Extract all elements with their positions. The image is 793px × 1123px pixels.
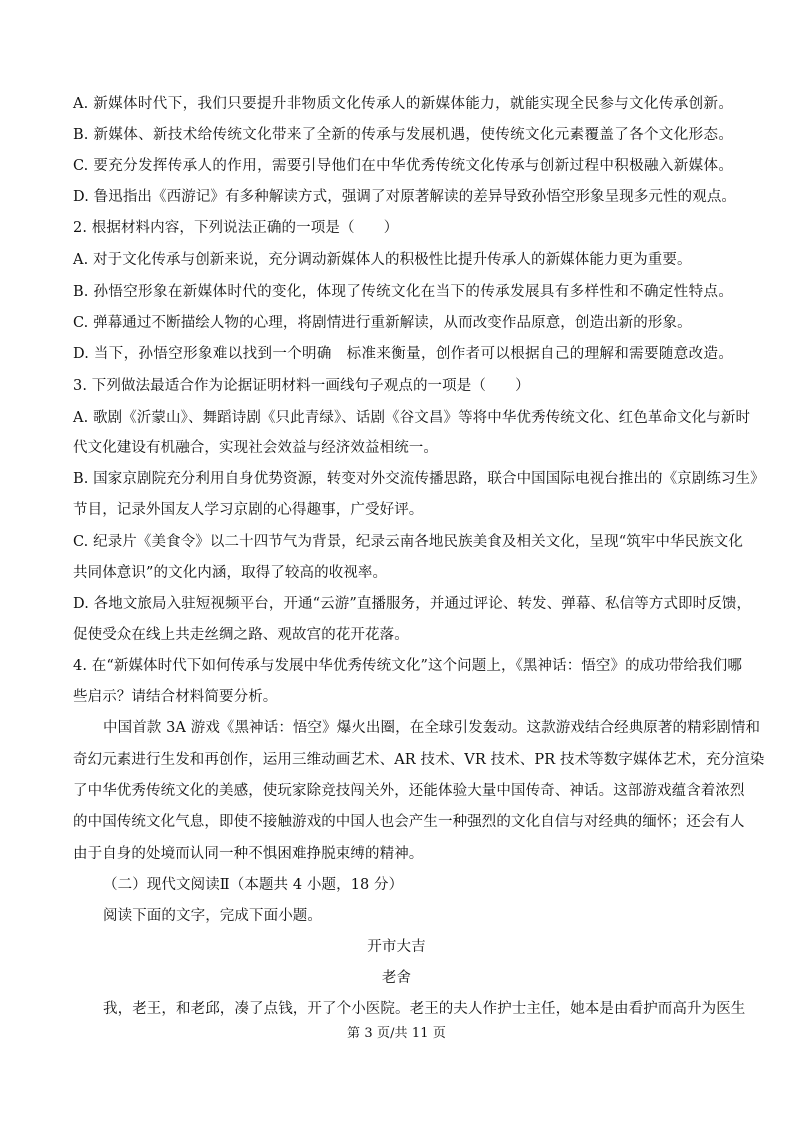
- option-line: A. 对于文化传承与创新来说，充分调动新媒体人的积极性比提升传承人的新媒体能力更为重要。: [73, 252, 692, 268]
- option-continuation: 共同体意识”的文化内涵，取得了较高的收视率。: [73, 565, 388, 581]
- option-line: C. 纪录片《美食令》以二十四节气为背景，纪录云南各地民族美食及相关文化，呈现“筑牢中华民族文化: [73, 534, 744, 550]
- story-title: 开市大吉: [367, 939, 426, 955]
- option-continuation: 代文化建设有机融合，实现社会效益与经济效益相统一。: [73, 440, 438, 456]
- question-2: 2. 根据材料内容，下列说法正确的一项是（ ）: [73, 220, 399, 236]
- paragraph-line: 了中华优秀传统文化的美感，使玩家除竞技闯关外，还能体验大量中国传奇、神话。这部游戏蕴含着浓烈: [73, 783, 745, 799]
- option-line: B. 孙悟空形象在新媒体时代的变化，体现了传统文化在当下的传承发展具有多样性和不确定性特点。: [73, 284, 733, 300]
- option-continuation: 节目，记录外国友人学习京剧的心得趣事，广受好评。: [73, 502, 424, 518]
- paragraph-line: 奇幻元素进行生发和再创作，运用三维动画艺术、AR 技术、VR 技术、PR 技术等数字媒体艺术，充分渲染: [73, 752, 765, 768]
- paragraph-line: 的中国传统文化气息，即使不接触游戏的中国人也会产生一种强烈的文化自信与对经典的缅怀；还会有人: [73, 814, 745, 830]
- option-line: C. 要充分发挥传承人的作用，需要引导他们在中华优秀传统文化传承与创新过程中积极融入新媒体。: [73, 158, 733, 174]
- story-paragraph: 我，老王，和老邱，凑了点钱，开了个小医院。老王的夫人作护士主任，她本是由看护而高升为医生: [103, 1001, 746, 1017]
- option-line: B. 国家京剧院充分利用自身优势资源，转变对外交流传播思路，联合中国国际电视台推出的《京剧练习生》: [73, 471, 765, 487]
- option-line: D. 鲁迅指出《西游记》有多种解读方式，强调了对原著解读的差异导致孙悟空形象呈现多元性的观点。: [73, 189, 737, 205]
- instruction: 阅读下面的文字，完成下面小题。: [103, 908, 322, 924]
- page-number: 第 3 页/共 11 页: [347, 1026, 446, 1041]
- option-line: C. 弹幕通过不断描绘人物的心理，将剧情进行重新解读，从而改变作品原意，创造出新的形象。: [73, 315, 692, 331]
- section-heading: （二）现代文阅读Ⅱ（本题共 4 小题，18 分）: [103, 877, 404, 893]
- question-3: 3. 下列做法最适合作为论据证明材料一画线句子观点的一项是（ ）: [73, 378, 530, 394]
- paragraph-line: 中国首款 3A 游戏《黑神话：悟空》爆火出圈，在全球引发轰动。这款游戏结合经典原著的精彩剧情和: [103, 720, 761, 736]
- paragraph-line: 由于自身的处境而认同一种不惧困难挣脱束缚的精神。: [73, 846, 424, 862]
- option-line: A. 歌剧《沂蒙山》、舞蹈诗剧《只此青绿》、话剧《谷文昌》等将中华优秀传统文化、红色革命文化与新时: [73, 410, 751, 426]
- question-4: 4. 在“新媒体时代下如何传承与发展中华优秀传统文化”这个问题上，《黑神话：悟空》的成功带给我们哪: [73, 658, 742, 674]
- story-author: 老舍: [381, 970, 412, 986]
- question-continuation: 些启示？请结合材料简要分析。: [73, 689, 278, 705]
- option-line: D. 各地文旅局入驻短视频平台，开通“云游”直播服务，并通过评论、转发、弹幕、私信等方式即时反馈，: [73, 596, 752, 612]
- option-continuation: 促使受众在线上共走丝绸之路、观故宫的花开花落。: [73, 627, 409, 643]
- option-line: D. 当下，孙悟空形象难以找到一个明确 标准来衡量，创作者可以根据自己的理解和需要随意改造。: [73, 346, 733, 362]
- option-line: A. 新媒体时代下，我们只要提升非物质文化传承人的新媒体能力，就能实现全民参与文化传承创新。: [73, 96, 733, 112]
- option-line: B. 新媒体、新技术给传统文化带来了全新的传承与发展机遇，使传统文化元素覆盖了各个文化形态。: [73, 127, 733, 143]
